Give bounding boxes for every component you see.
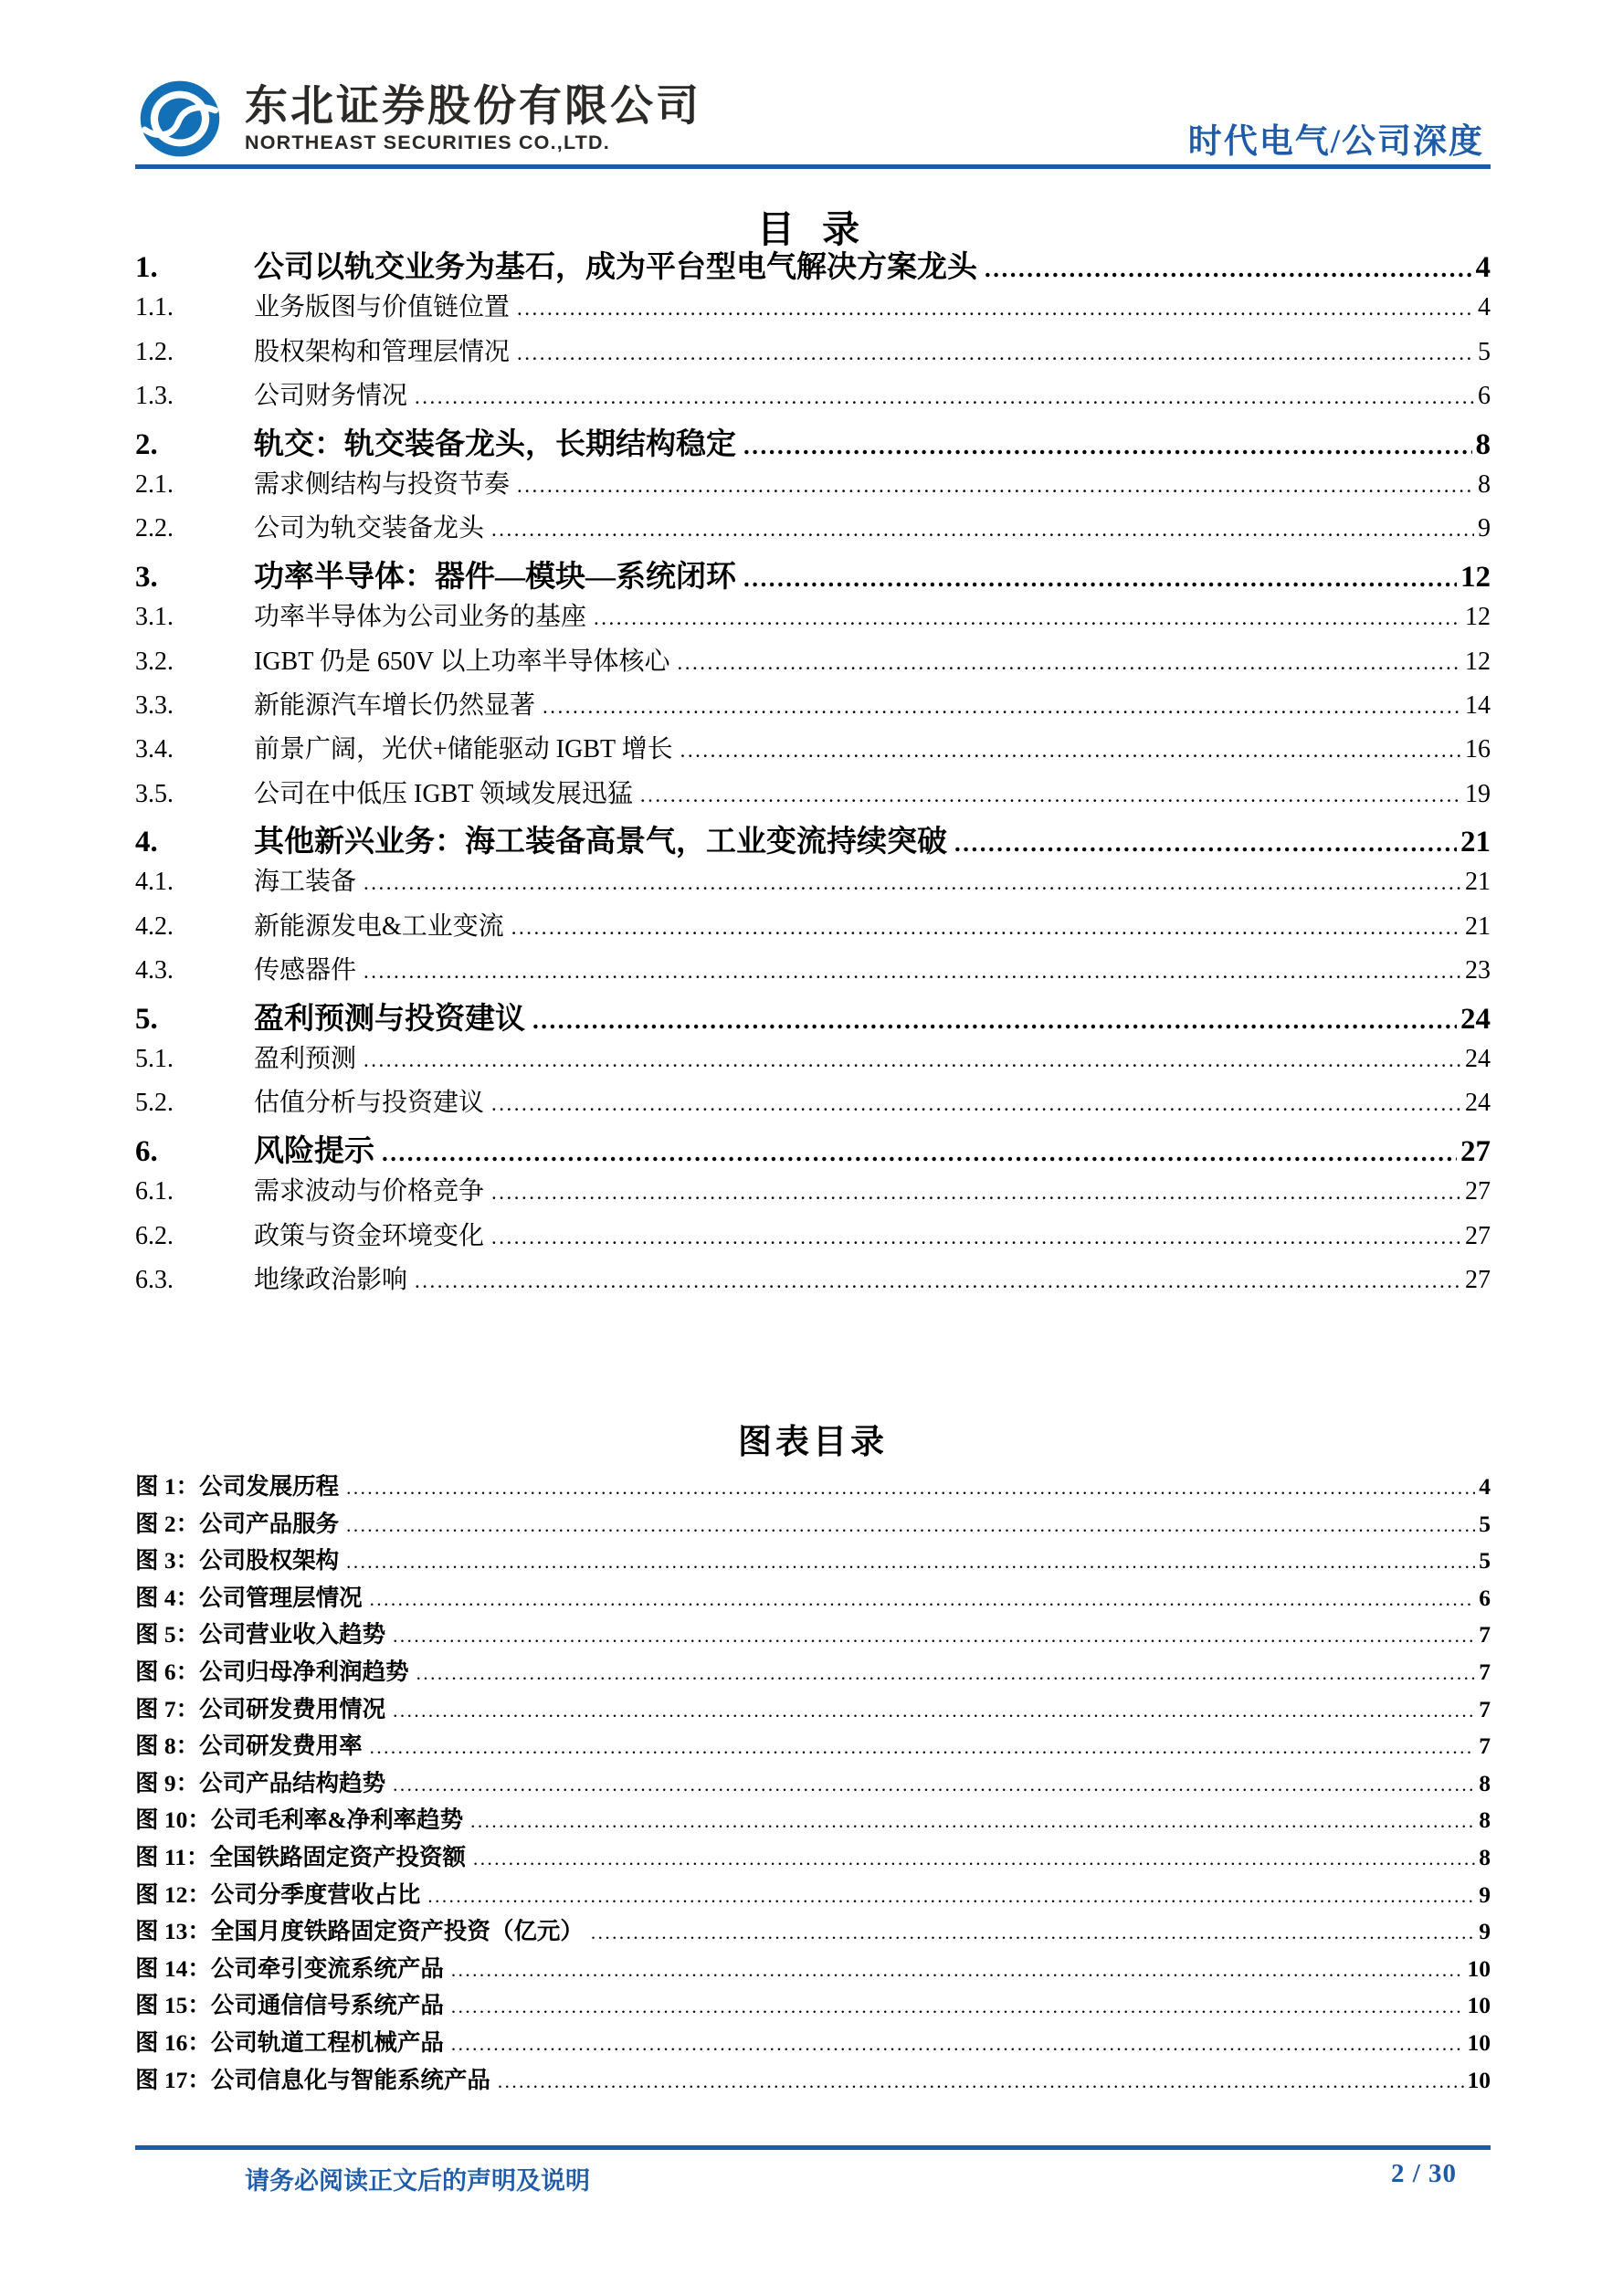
figure-leader-dots <box>473 1848 1475 1870</box>
toc-heading: 目 录 <box>756 208 869 250</box>
toc-entry-page: 21 <box>1465 911 1491 941</box>
toc-entry-page: 24 <box>1460 1002 1491 1036</box>
toc-entry-title: 其他新兴业务：海工装备高景气，工业变流持续突破 <box>254 826 947 859</box>
toc-entry-page: 21 <box>1460 826 1491 859</box>
toc-leader-dots <box>364 1048 1461 1072</box>
figure-entry[interactable] <box>135 1543 1491 1580</box>
figure-entry[interactable] <box>135 1913 1491 1951</box>
toc-leader-dots <box>517 297 1474 321</box>
toc-entry-title: 传感器件 <box>254 956 357 985</box>
toc-entry[interactable] <box>135 375 1491 419</box>
toc-entry-number: 1.3. <box>135 382 174 411</box>
toc-entry-title: 业务版图与价值链位置 <box>254 293 511 322</box>
figure-entry-label: 图 14：公司牵引变流系统产品 <box>135 1954 444 1982</box>
toc-entry[interactable] <box>135 553 1491 596</box>
toc-leader-dots <box>743 432 1472 460</box>
toc-entry-number: 5.1. <box>135 1045 174 1074</box>
toc-entry-number: 2.2. <box>135 514 174 543</box>
toc-entry-number: 5.2. <box>135 1089 174 1118</box>
toc-entry[interactable] <box>135 950 1491 994</box>
figure-entry-label: 图 5：公司营业收入趋势 <box>135 1621 386 1648</box>
toc-entry-number: 1.2. <box>135 337 174 366</box>
footer-divider <box>135 2145 1491 2150</box>
toc-entry-number: 3.3. <box>135 690 174 720</box>
toc-entry-title: 估值分析与投资建议 <box>254 1089 485 1118</box>
toc-entry[interactable] <box>135 1259 1491 1303</box>
figure-list <box>135 1469 1491 2099</box>
toc-entry-page: 19 <box>1465 779 1491 808</box>
toc-leader-dots <box>985 255 1472 283</box>
toc-entry-page: 8 <box>1475 427 1491 461</box>
figure-entry-label: 图 10：公司毛利率&净利率趋势 <box>135 1806 464 1834</box>
figure-entry[interactable] <box>135 1469 1491 1506</box>
toc-entry-title: 新能源汽车增长仍然显著 <box>254 690 536 720</box>
figure-entry[interactable] <box>135 1506 1491 1543</box>
toc-entry-title: 公司财务情况 <box>254 382 408 411</box>
toc-entry-page: 24 <box>1465 1045 1491 1074</box>
toc-leader-dots <box>532 1006 1457 1035</box>
toc-entry-number: 3. <box>135 560 158 594</box>
toc-leader-dots <box>954 829 1457 858</box>
figure-entry-page: 9 <box>1479 1880 1491 1908</box>
toc-entry-page: 27 <box>1465 1265 1491 1294</box>
figure-leader-dots <box>591 1922 1475 1944</box>
figure-entry-page: 7 <box>1479 1695 1491 1722</box>
toc-entry-page: 12 <box>1460 560 1491 594</box>
figure-entry[interactable] <box>135 1765 1491 1803</box>
toc-leader-dots <box>517 474 1474 498</box>
figure-leader-dots <box>346 1514 1475 1537</box>
figure-entry[interactable] <box>135 2025 1491 2062</box>
figure-entry-label: 图 6：公司归母净利润趋势 <box>135 1658 409 1685</box>
toc-entry-number: 2.1. <box>135 469 174 499</box>
toc-entry[interactable] <box>135 1038 1491 1082</box>
toc-entry-title: 股权架构和管理层情况 <box>254 337 511 366</box>
toc-entry-title: IGBT 仍是 650V 以上功率半导体核心 <box>254 647 670 676</box>
toc-leader-dots <box>491 1226 1461 1249</box>
header-divider <box>135 164 1491 169</box>
figure-entry-page: 10 <box>1467 2066 1491 2093</box>
toc-entry[interactable] <box>135 1127 1491 1171</box>
toc-entry-page: 4 <box>1475 251 1491 284</box>
toc-entry[interactable] <box>135 420 1491 464</box>
figure-leader-dots <box>393 1774 1475 1796</box>
figure-entry-label: 图 17：公司信息化与智能系统产品 <box>135 2066 490 2093</box>
toc-entry-title: 需求侧结构与投资节奏 <box>254 469 511 499</box>
toc-entry[interactable] <box>135 464 1491 508</box>
toc-leader-dots <box>517 342 1474 365</box>
toc-leader-dots <box>364 871 1461 895</box>
figure-entry-page: 10 <box>1467 1954 1491 1982</box>
figure-leader-dots <box>416 1662 1476 1685</box>
toc-entry-page: 12 <box>1465 647 1491 676</box>
figure-leader-dots <box>498 2070 1464 2093</box>
toc-entry-page: 24 <box>1465 1089 1491 1118</box>
toc-entry-number: 3.5. <box>135 779 174 808</box>
figure-entry-page: 7 <box>1479 1658 1491 1685</box>
toc-entry-number: 6.1. <box>135 1177 174 1206</box>
toc-entry-number: 1. <box>135 251 158 284</box>
figure-list-heading: 图表目录 <box>738 1424 888 1461</box>
figure-entry-label: 图 16：公司轨道工程机械产品 <box>135 2028 444 2056</box>
toc-entry-number: 3.4. <box>135 735 174 764</box>
toc-entry[interactable] <box>135 729 1491 773</box>
figure-leader-dots <box>370 1588 1476 1611</box>
toc-leader-dots <box>491 1092 1461 1116</box>
toc-leader-dots <box>415 1269 1461 1293</box>
toc-entry[interactable] <box>135 817 1491 861</box>
toc-leader-dots <box>743 564 1457 593</box>
toc-entry-number: 2. <box>135 427 158 461</box>
toc-entry-title: 盈利预测与投资建议 <box>254 1002 525 1036</box>
toc-entry-page: 5 <box>1478 337 1491 366</box>
toc-entry[interactable] <box>135 1082 1491 1126</box>
figure-entry-label: 图 1：公司发展历程 <box>135 1473 340 1500</box>
toc-entry-title: 风险提示 <box>254 1134 374 1168</box>
footer-disclaimer: 请务必阅读正文后的声明及说明 <box>245 2167 590 2195</box>
figure-entry-label: 图 3：公司股权架构 <box>135 1547 340 1575</box>
figure-entry[interactable] <box>135 1987 1491 2025</box>
toc-entry-page: 8 <box>1478 469 1491 499</box>
figure-entry-label: 图 2：公司产品服务 <box>135 1510 340 1537</box>
toc-entry-page: 9 <box>1478 514 1491 543</box>
toc-entry-number: 3.2. <box>135 647 174 676</box>
toc-leader-dots <box>640 784 1461 807</box>
toc-entry-number: 3.1. <box>135 603 174 632</box>
company-name-cn: 东北证券股份有限公司 <box>245 80 701 130</box>
company-name-block <box>245 80 701 154</box>
figure-entry-page: 7 <box>1479 1733 1491 1760</box>
figure-leader-dots <box>393 1625 1475 1648</box>
figure-entry-label: 图 7：公司研发费用情况 <box>135 1695 386 1722</box>
figure-leader-dots <box>451 2033 1464 2056</box>
toc-entry-page: 27 <box>1465 1177 1491 1206</box>
toc-entry[interactable] <box>135 508 1491 552</box>
figure-entry[interactable] <box>135 1617 1491 1654</box>
company-logo <box>135 77 701 161</box>
figure-leader-dots <box>393 1700 1475 1722</box>
figure-entry-page: 6 <box>1479 1584 1491 1611</box>
figure-entry-label: 图 12：公司分季度营收占比 <box>135 1880 421 1908</box>
toc-leader-dots <box>594 606 1461 630</box>
toc-entry-title: 海工装备 <box>254 868 357 897</box>
figure-entry[interactable] <box>135 1839 1491 1877</box>
figure-entry[interactable] <box>135 1951 1491 1988</box>
toc-entry-page: 27 <box>1465 1221 1491 1250</box>
figure-entry-page: 4 <box>1479 1473 1491 1500</box>
figure-entry-label: 图 9：公司产品结构趋势 <box>135 1769 386 1796</box>
toc-entry-page: 23 <box>1465 956 1491 985</box>
toc-entry[interactable] <box>135 995 1491 1038</box>
figure-entry-page: 10 <box>1467 2028 1491 2056</box>
toc-leader-dots <box>678 651 1461 675</box>
toc-leader-dots <box>511 916 1461 940</box>
toc-entry[interactable] <box>135 685 1491 729</box>
toc-entry[interactable] <box>135 906 1491 950</box>
northeast-securities-logo-icon <box>135 77 225 161</box>
figure-leader-dots <box>451 1959 1464 1982</box>
toc-entry[interactable] <box>135 287 1491 331</box>
toc-entry-page: 27 <box>1460 1134 1491 1168</box>
toc-leader-dots <box>415 385 1474 409</box>
toc-leader-dots <box>491 1181 1461 1205</box>
toc-entry-title: 功率半导体为公司业务的基座 <box>254 603 587 632</box>
toc-entry[interactable] <box>135 1171 1491 1215</box>
company-name-en: NORTHEAST SECURITIES CO.,LTD. <box>245 132 610 154</box>
toc-entry-title: 地缘政治影响 <box>254 1265 408 1294</box>
toc-entry-number: 4. <box>135 826 158 859</box>
toc-entry-title: 轨交：轨交装备龙头，长期结构稳定 <box>254 427 736 461</box>
toc-entry[interactable] <box>135 774 1491 817</box>
toc-entry[interactable] <box>135 1216 1491 1259</box>
toc-entry-number: 4.2. <box>135 911 174 941</box>
figure-leader-dots <box>470 1810 1475 1833</box>
toc-entry-title: 新能源发电&工业变流 <box>254 911 504 941</box>
toc-entry-page: 16 <box>1465 735 1491 764</box>
figure-entry[interactable] <box>135 1691 1491 1729</box>
figure-entry[interactable] <box>135 1802 1491 1839</box>
figure-entry-page: 9 <box>1479 1918 1491 1945</box>
figure-entry-page: 8 <box>1479 1806 1491 1834</box>
figure-entry-label: 图 11：全国铁路固定资产投资额 <box>135 1843 466 1870</box>
figure-entry[interactable] <box>135 1877 1491 1914</box>
toc-entry-page: 4 <box>1478 293 1491 322</box>
toc-entry-page: 12 <box>1465 603 1491 632</box>
toc-entry[interactable] <box>135 861 1491 905</box>
figure-leader-dots <box>370 1736 1476 1759</box>
toc-entry-title: 前景广阔，光伏+储能驱动 IGBT 增长 <box>254 735 673 764</box>
toc-entry-page: 6 <box>1478 382 1491 411</box>
toc-entry-page: 21 <box>1465 868 1491 897</box>
toc-entry[interactable] <box>135 596 1491 640</box>
figure-entry-label: 图 4：公司管理层情况 <box>135 1584 363 1611</box>
figure-entry[interactable] <box>135 1654 1491 1691</box>
toc-entry-number: 5. <box>135 1002 158 1036</box>
toc-leader-dots <box>680 739 1461 763</box>
toc-leader-dots <box>543 695 1461 719</box>
toc-entry-number: 6. <box>135 1134 158 1168</box>
figure-leader-dots <box>346 1551 1475 1574</box>
figure-leader-dots <box>346 1477 1475 1500</box>
toc-entry-title: 公司在中低压 IGBT 领域发展迅猛 <box>254 779 633 808</box>
figure-entry[interactable] <box>135 1580 1491 1617</box>
toc-entry-title: 功率半导体：器件—模块—系统闭环 <box>254 560 736 594</box>
toc-entry-title: 公司为轨交装备龙头 <box>254 514 485 543</box>
toc-entry-title: 公司以轨交业务为基石，成为平台型电气解决方案龙头 <box>254 251 977 284</box>
figure-entry-page: 8 <box>1479 1843 1491 1870</box>
figure-entry[interactable] <box>135 2062 1491 2100</box>
toc-entry-title: 政策与资金环境变化 <box>254 1221 485 1250</box>
report-category-label: 时代电气/公司深度 <box>1187 123 1484 161</box>
toc-entry[interactable] <box>135 332 1491 375</box>
figure-leader-dots <box>427 1885 1475 1908</box>
toc-entry-page: 14 <box>1465 690 1491 720</box>
page-number: 2 / 30 <box>1390 2159 1457 2188</box>
figure-entry-page: 8 <box>1479 1769 1491 1796</box>
toc-entry-number: 6.3. <box>135 1265 174 1294</box>
toc-leader-dots <box>491 518 1474 542</box>
toc-entry-number: 6.2. <box>135 1221 174 1250</box>
toc-list <box>135 243 1491 1303</box>
figure-entry-label: 图 8：公司研发费用率 <box>135 1733 363 1760</box>
toc-entry-title: 盈利预测 <box>254 1045 357 1074</box>
figure-entry-page: 10 <box>1467 1992 1491 2019</box>
toc-entry-number: 4.1. <box>135 868 174 897</box>
toc-entry-number: 4.3. <box>135 956 174 985</box>
figure-entry[interactable] <box>135 1728 1491 1765</box>
figure-entry-label: 图 15：公司通信信号系统产品 <box>135 1992 444 2019</box>
figure-entry-page: 5 <box>1479 1510 1491 1537</box>
toc-leader-dots <box>382 1139 1457 1167</box>
toc-entry-number: 1.1. <box>135 293 174 322</box>
figure-entry-page: 5 <box>1479 1547 1491 1575</box>
figure-entry-page: 7 <box>1479 1621 1491 1648</box>
figure-leader-dots <box>451 1996 1464 2018</box>
toc-leader-dots <box>364 960 1461 984</box>
toc-entry-title: 需求波动与价格竞争 <box>254 1177 485 1206</box>
toc-entry[interactable] <box>135 243 1491 287</box>
figure-entry-label: 图 13：全国月度铁路固定资产投资（亿元） <box>135 1918 584 1945</box>
toc-entry[interactable] <box>135 641 1491 685</box>
